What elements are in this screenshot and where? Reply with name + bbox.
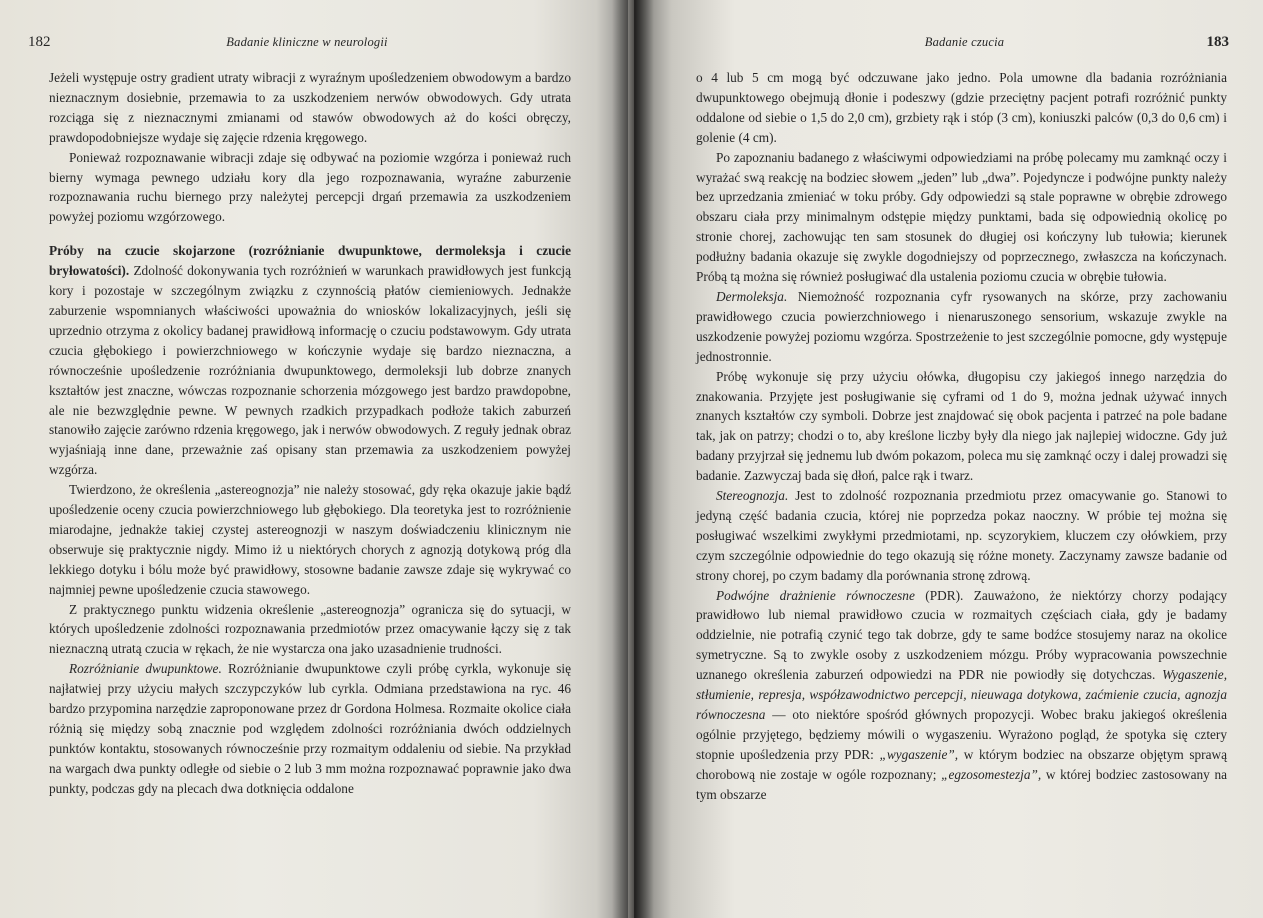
left-page [0, 0, 628, 918]
paragraph [49, 600, 571, 660]
paragraph-text: Jeżeli występuje ostry gradient utraty wibracji z wyraźnym upośledzeniem obwodowym a bardzo nieznacznym dosiebnie, przemawia to za uszkodzeniem nerwów obwodowych. Gdy utrata rozciąga się z nieznacznymi zmianami od stawów obwodowych aż do kości obręczy, prawdopodobniejsze wydaje się zajęcie rdzenia kręgowego. [49, 70, 571, 145]
paragraph [696, 287, 1227, 367]
subsection-heading: Stereognozja. [716, 488, 789, 504]
right-page-header [700, 34, 1229, 54]
paragraph-text: Jest to zdolność rozpoznania przedmiotu przez omacywanie go. Stanowi to jedyną część badania czucia, której nie poprzedza pokaz naoczny. W próbie tej można się posługiwać wszelkimi zwykłymi przedmiotami, np. scyzorykiem, kluczem czy ołówkiem, przy czym szczególnie odpowiednie do tego okazują się różne monety. Zaczynamy zawsze badanie od strony chorej, po czym badamy dla porównania stronę zdrową. [696, 488, 1227, 583]
left-page-body [49, 68, 571, 799]
right-page-body [696, 68, 1227, 805]
term-list: Wygaszenie, stłumienie, represja, współzawodnictwo percepcji, nieuwaga dotykowa, zaćmienie czucia, agnozja równoczesna [696, 667, 1228, 722]
paragraph [696, 148, 1227, 287]
paragraph-text: Z praktycznego punktu widzenia określenie „astereognozja” ogranicza się do sytuacji, w których upośledzenie zdolności rozpoznawania przedmiotów przez omacywanie łączy się z tak nieznaczną utratą czucia w rękach, że nie wystarcza ona jako uzasadnienie trudności. [49, 601, 571, 657]
right-running-head: Badanie czucia [924, 35, 1005, 49]
paragraph-text: Rozróżnianie dwupunktowe czyli próbę cyrkla, wykonuje się najłatwiej przy użyciu małych szczypczyków lub cyrkla. Odmiana przedstawiona na ryc. 46 bardzo przypomina narzędzie zaproponowane przez dr Gordona Holmesa. Rozmaite okolice ciała różnią się między sobą znacznie pod względem zdolności rozróżniania dwóch oddzielnych punktów kontaktu, stosowanych równocześnie przy rozmaitym oddaleniu od siebie. Na przykład na wargach dwa punkty odległe od siebie o 2 lub 3 mm można rozpoznawać poprawnie jako dwa punkty, podczas gdy na plecach dwa dotknięcia oddalone [49, 661, 571, 796]
left-page-header [28, 34, 586, 54]
paragraph-text: Niemożność rozpoznania cyfr rysowanych na skórze, przy zachowaniu prawidłowego czucia powierzchniowego i nienaruszonego sensorium, wskazuje zwykle na uszkodzenie powyżej poziomu wzgórza. Spostrzeżenie to jest szczególnie pomocne, gdy występuje jednostronnie. [696, 288, 1227, 364]
paragraph-text: (PDR). Zauważono, że niektórzy chorzy podający prawidłowo lub niemal prawidłowo czucia w rozmaitych częściach ciała, gdy je badamy oddzielnie, nie potrafią czynić tego tak dobrze, gdy te same bodźce stosujemy naraz na okolice symetryczne. Są to zwykle osoby z uszkodzeniem mózgu. Próby wypracowania powszechnie uznanego określenia zaburzeń odpowiedzi na PDR nie powiodły się dotychczas. [696, 587, 1227, 683]
term: „wygaszenie”, [879, 746, 959, 762]
paragraph [696, 486, 1227, 586]
paragraph-text: w którym bodziec na obszarze objętym sprawą chorobową nie zostaje w ogóle rozpoznany; [696, 746, 1228, 782]
paragraph [49, 659, 571, 798]
paragraph-text: Próbę wykonuje się przy użyciu ołówka, długopisu czy jakiegoś innego narzędzia do znakowania. Przyjęte jest posługiwanie się cyframi od 1 do 9, można jednak używać innych znanych kształtów czy symboli. Dobrze jest znajdować się obok pacjenta i patrzeć na pole badane tak, jak on patrzy; chodzi o to, aby kreślone liczby były dla niego jak najlepiej widoczne. Gdy już badany przyjrzał się jednemu lub dwóm pokazom, poleca mu się zamknąć oczy i dalej prowadzi się badanie. Zazwyczaj bada się dłoń, palce rąk i twarz. [696, 368, 1227, 484]
paragraph [696, 367, 1227, 486]
section-paragraph [49, 241, 571, 480]
paragraph [49, 148, 571, 228]
paragraph [696, 586, 1227, 805]
paragraph-text: o 4 lub 5 cm mogą być odczuwane jako jedno. Pola umowne dla badania rozróżniania dwupunktowego obejmują dłonie i podeszwy (gdzie przeciętny pacjent potrafi rozróżnić punkty oddalone od siebie o 1,5 do 2,0 cm), grzbiety rąk i stóp (3 cm), koniuszki palców (0,3 do 0,6 cm) i golenie (4 cm). [696, 70, 1227, 145]
subsection-heading: Podwójne drażnienie równoczesne [716, 587, 915, 603]
paragraph-text: Zdolność dokonywania tych rozróżnień w warunkach prawidłowych jest funkcją kory i pozostaje w szczególnym związku z czynnością płatów ciemieniowych. Jednakże zaburzenie wspomnianych właściwości upoważnia do wniosków lokalizacyjnych, jeśli się uprzednio otrzyma z okolicy badanej prawidłową informację o czuciu podstawowym. Gdy utrata czucia głębokiego i powierzchniowego w kończynie wydaje się bardzo nieznaczna, a równocześnie upośledzenie rozróżniania dwupunktowego, dermoleksji lub dobrze znanych kształtów jest znaczne, wówczas rozpoznanie schorzenia mózgowego jest bardzo prawdopobne, ale nie bezwzględnie pewne. W pewnych rzadkich przypadkach podłoże takich zaburzeń stanowiło zajęcie zarówno rdzenia kręgowego, jak i nerwów obwodowych. Z reguły jednak obraz wyjaśniają inne dane, przeważnie zaś opisany stan przemawia za uszkodzeniem powyżej wzgórza. [49, 263, 571, 478]
right-page-number: 183 [1206, 34, 1229, 50]
paragraph-text: w której bodziec zastosowany na tym obszarze [696, 766, 1227, 802]
paragraph-text: — oto niektóre spośród głównych propozycji. Wobec braku jakiegoś określenia ogólnie przyjętego, będziemy mówili o wygaszeniu. Wyrażono pogląd, że spotyka się cztery stopnie upośledzenia przy PDR: [696, 707, 1227, 762]
right-page [634, 0, 1263, 918]
term: „egzosomestezja”, [941, 766, 1042, 782]
paragraph-text: Po zapoznaniu badanego z właściwymi odpowiedziami na próbę polecamy mu zamknąć oczy i wyrażać swą reakcję na bodziec słowem „jeden” lub „dwa”. Pojedyncze i podwójne punkty należy bez uprzedzania zmieniać w toku próby. Gdy odpowiedzi są stale poprawne w obrębie zdrowego obszaru ciała przy minimalnym odstępie między punktami, bada się odpowiednią okolicę po stronie chorej, zachowując ten sam stosunek do długiej osi kończyny lub tułowia; kierunek podłużny badania okazuje się zwykle dogodniejszy od poprzecznego, zwłaszcza na kończynach. Próbą tą można się również posługiwać dla ustalenia poziomu czucia w obrębie tułowia. [696, 149, 1227, 285]
paragraph-text: Ponieważ rozpoznawanie wibracji zdaje się odbywać na poziomie wzgórza i ponieważ ruch bierny wymaga pewnego udziału kory dla jego rozpoznawania, wyraźne zaburzenie rozpoznawania ruchu biernego przy należytej percepcji drgań przemawia za uszkodzeniem powyżej poziomu wzgórzowego. [49, 149, 571, 225]
paragraph [49, 480, 571, 599]
left-page-number: 182 [28, 34, 51, 50]
section-heading: Próby na czucie skojarzone (rozróżnianie dwupunktowe, dermoleksja i czucie bryłowatości). [49, 243, 571, 279]
paragraph-text: Twierdzono, że określenia „astereognozja” nie należy stosować, gdy ręka okazuje jakie bądź upośledzenie oceny czucia powierzchniowego lub głębokiego. Dla teoretyka jest to rozróżnienie miarodajne, jednakże takiej czystej astereognozji w naszym doświadczeniu klinicznym nie obserwuje się praktycznie nigdy. Mimo iż u niektórych chorych z agnozją dotykową próg dla lekkiego dotyku i bólu może być prawidłowy, stosowne badanie zawsze zdaje się wykrywać co najmniej pewne upośledzenie czucia stawowego. [49, 482, 571, 597]
subsection-heading: Rozróżnianie dwupunktowe. [69, 661, 222, 677]
left-running-head: Badanie kliniczne w neurologii [226, 35, 388, 49]
paragraph [49, 68, 571, 148]
subsection-heading: Dermoleksja. [716, 288, 788, 304]
paragraph [696, 68, 1227, 148]
